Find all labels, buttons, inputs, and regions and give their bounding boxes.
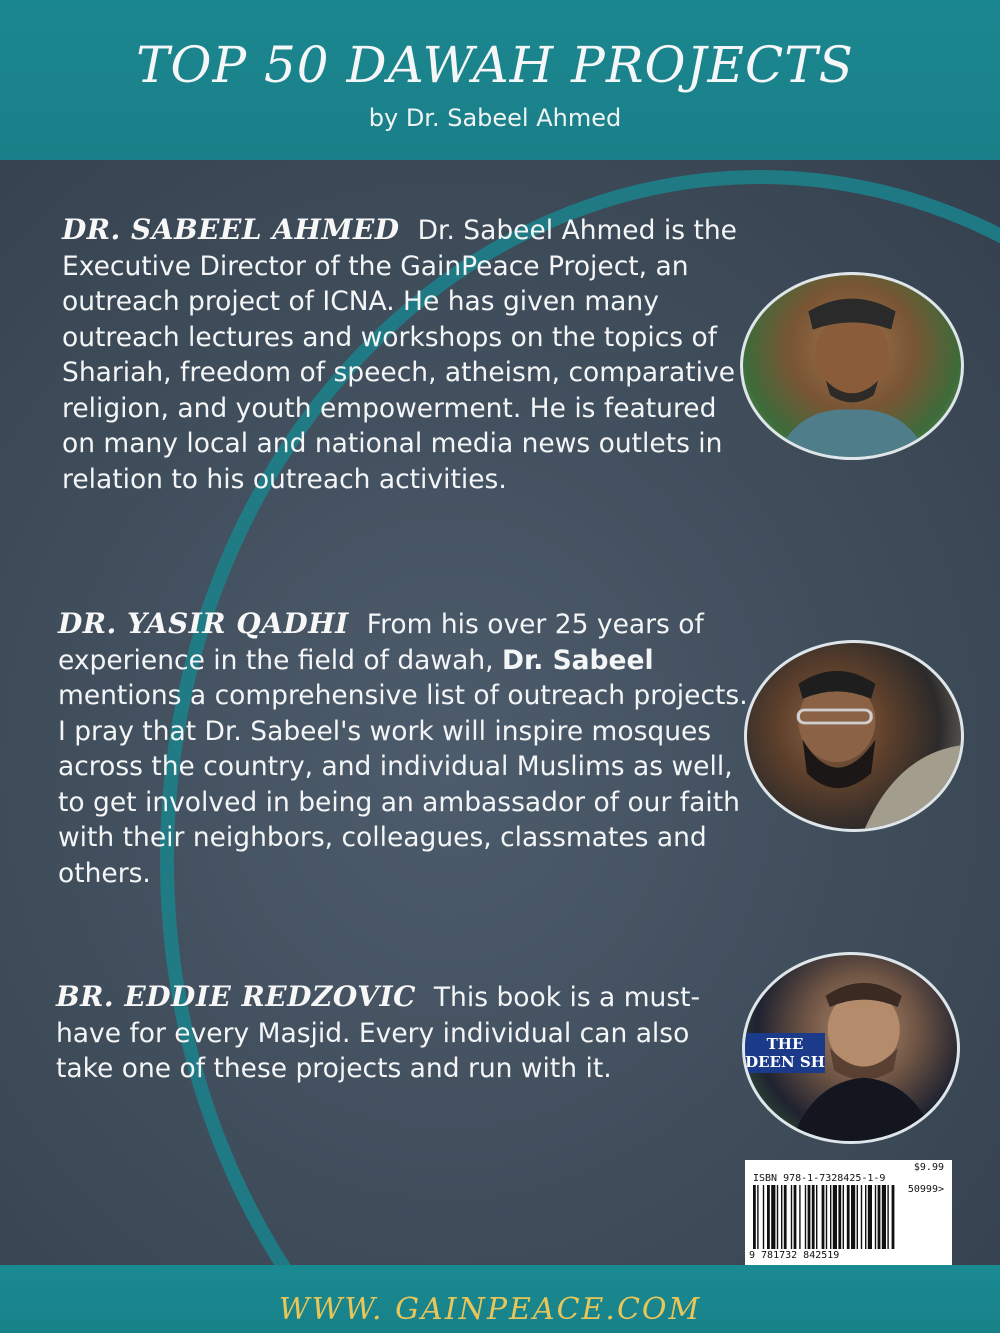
endorsement-text: This book is a must-have for every Masjid. Every individual can also take one of these projects and run with it. [56,982,701,1084]
portrait-silhouette [747,643,961,829]
endorsement-bold-text: Dr. Sabeel [502,644,654,676]
barcode-bar [777,1185,778,1249]
barcode-bar [878,1185,881,1249]
barcode-bar [771,1185,775,1249]
barcode-isbn: ISBN 978-1-7328425-1-9 [753,1173,886,1184]
isbn-barcode [745,1160,952,1265]
endorsement-text: Dr. Sabeel Ahmed is the Executive Director of the GainPeace Project, an outreach project of ICNA. He has given many outreach lectures and workshops on the topics of Shariah, freedom of speech, atheism, comparative religion, and youth empowerment. He is featured on many local and national media news outlets in relation to his outreach activities. [62,215,737,495]
barcode-bar [822,1185,825,1249]
barcode-bar [808,1185,811,1249]
barcode-bar [757,1185,758,1249]
barcode-bar [843,1185,844,1249]
endorsement-text-continued: mentions a comprehensive list of outreach projects. I pray that Dr. Sabeel's work will inspire mosques across the country, and individual Muslims as well, to get involved in being an ambassador of our faith with their neighbors, colleagues, classmates and others. [58,680,748,889]
endorser-name: BR. EDDIE REDZOVIC [56,980,416,1013]
barcode-bar [875,1185,876,1249]
endorsement-yasir-qadhi [58,606,748,891]
barcode-bar [892,1185,895,1249]
barcode-bar [861,1185,862,1249]
portrait-eddie-redzovic [742,952,960,1144]
portrait-sabeel-ahmed [740,272,964,460]
barcode-bar [799,1185,800,1249]
barcode-bar [851,1185,855,1249]
header-band [0,0,1000,160]
show-caption: THE DEEN SH [745,1035,825,1071]
barcode-bar [794,1185,797,1249]
barcode-number: 9 781732 842519 [749,1250,840,1261]
barcode-bar [805,1185,806,1249]
barcode-bar [791,1185,792,1249]
website-url: WWW. GAINPEACE.COM [278,1292,702,1327]
barcode-bar [868,1185,872,1249]
endorsement-text: From his over 25 years of experience in the field of dawah, [58,609,704,676]
barcode-bar [882,1185,886,1249]
barcode-bars [753,1185,943,1249]
portrait-silhouette [743,275,961,457]
barcode-bar [763,1185,764,1249]
barcode-bar [781,1185,782,1249]
barcode-bar [784,1185,787,1249]
barcode-bar [767,1185,770,1249]
barcode-bar [826,1185,827,1249]
barcode-bar [857,1185,858,1249]
barcode-bar [838,1185,841,1249]
endorsement-sabeel-ahmed [62,212,752,497]
barcode-bar [833,1185,837,1249]
barcode-bar [847,1185,850,1249]
endorsement-eddie-redzovic [56,979,716,1087]
barcode-price: $9.99 [913,1162,944,1173]
book-title: TOP 50 DAWAH PROJECTS [136,36,854,94]
barcode-bar [816,1185,817,1249]
barcode-bar [830,1185,831,1249]
barcode-bar [887,1185,888,1249]
endorser-name: DR. YASIR QADHI [58,607,349,640]
barcode-bar [812,1185,815,1249]
book-author: by Dr. Sabeel Ahmed [368,104,622,132]
barcode-bar [753,1185,756,1249]
barcode-bar [865,1185,866,1249]
portrait-yasir-qadhi [744,640,964,832]
endorser-name: DR. SABEEL AHMED [62,213,400,246]
barcode-addon: 50999> [907,1184,944,1195]
